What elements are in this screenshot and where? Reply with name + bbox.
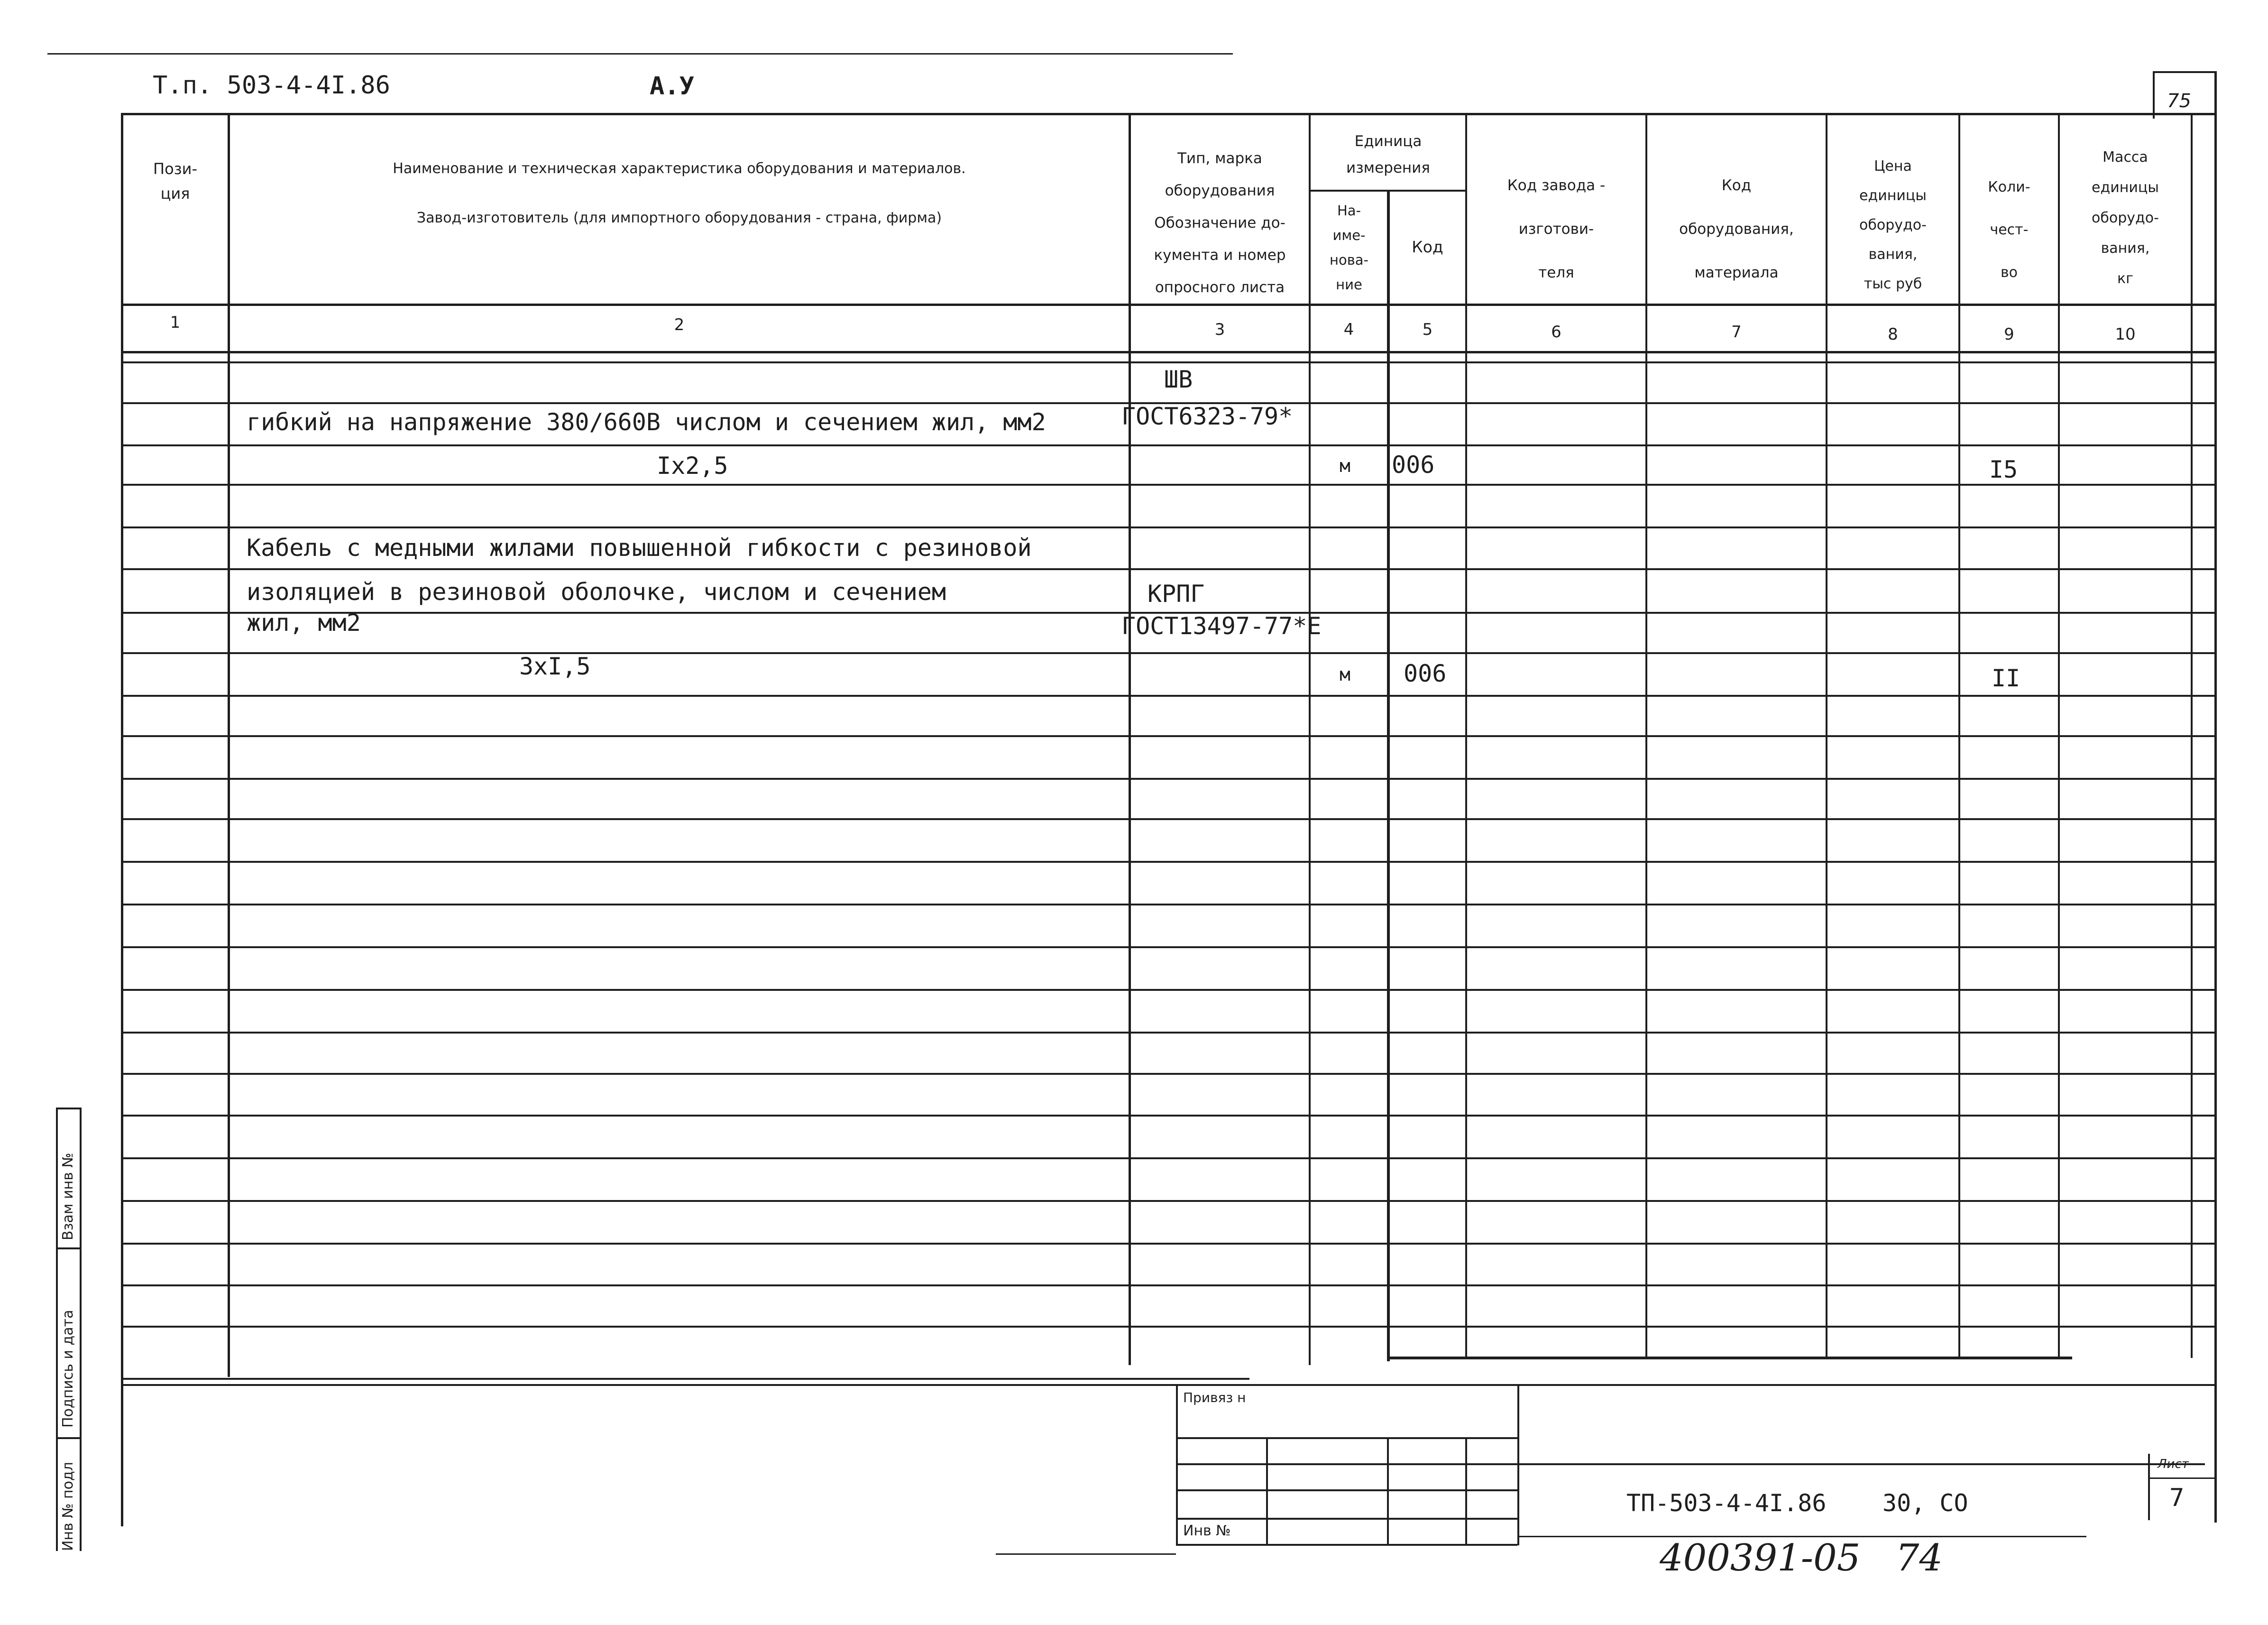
inv-label: Инв №	[1183, 1523, 1231, 1539]
row-7-quantity: II	[1992, 665, 2020, 692]
row-line	[121, 989, 2217, 991]
col-header-quantity: Коли- чест- во	[1988, 179, 2030, 281]
col-number-9: 9	[2004, 325, 2014, 344]
frame-right	[2214, 71, 2217, 1523]
row-line	[121, 1157, 2217, 1159]
col-header-unit-name: На- име- нова- ние	[1329, 203, 1369, 293]
row-line	[121, 778, 2217, 780]
row-5-name: изоляцией в резиновой оболочке, числом и сечением	[247, 578, 946, 606]
row-line	[121, 1284, 2217, 1286]
row-line	[121, 735, 2217, 737]
frame-top	[121, 113, 2217, 115]
row-line	[121, 1200, 2217, 1202]
row-line	[121, 1378, 1249, 1380]
row-3-unit: м	[1340, 455, 1350, 476]
col-header-unit-code: Код	[1412, 238, 1443, 256]
col-line-1	[228, 113, 230, 1377]
row-2-name: гибкий на напряжение 380/660В числом и сечением жил, мм2	[247, 408, 1046, 436]
col-number-4: 4	[1343, 320, 1354, 339]
table-bottom-line	[1389, 1357, 2072, 1359]
section-mark: А.У	[650, 72, 694, 101]
side-label-signature: Подпись и дата	[60, 1310, 76, 1428]
number-row-line	[121, 351, 2217, 353]
row-1-type: ШВ	[1164, 366, 1193, 393]
row-3-name: Iх2,5	[657, 452, 728, 480]
col-number-6: 6	[1551, 323, 1561, 342]
sheet-box-left	[2148, 1454, 2150, 1520]
row-line	[121, 818, 2217, 820]
row-6-type: ГОСТ13497-77*Е	[1121, 612, 1322, 640]
binding-box-col	[1465, 1437, 1467, 1544]
side-stamp-border-inner	[80, 1108, 82, 1551]
sheet-number: 7	[2169, 1484, 2185, 1512]
doc-code: Т.п. 503-4-4I.86	[153, 71, 390, 100]
row-7-code: 006	[1404, 660, 1447, 687]
doc-designation: ТП-503-4-4I.86	[1626, 1489, 1827, 1517]
row-line	[121, 946, 2217, 948]
row-line	[121, 1115, 2217, 1117]
row-line	[121, 568, 2217, 570]
row-line	[121, 1032, 2217, 1034]
row-7-name: 3хI,5	[519, 653, 591, 680]
col-header-type: Тип, марка оборудования Обозначение до- кумента и номер опросного листа	[1154, 150, 1286, 296]
sheet-box-mid	[2148, 1477, 2217, 1479]
col-header-position: Пози- ция	[153, 160, 197, 203]
header-bottom-line	[121, 304, 2217, 306]
sheet-corner-mark: 75	[2167, 90, 2191, 112]
binding-label: Привяз н	[1183, 1390, 1246, 1405]
row-line	[121, 904, 2217, 905]
side-stamp-divider	[56, 1437, 82, 1439]
col-number-3: 3	[1214, 320, 1225, 339]
bottom-line-left	[996, 1553, 1176, 1555]
col-header-price: Цена единицы оборудо- вания, тыс руб	[1859, 158, 1927, 292]
col-number-8: 8	[1888, 325, 1898, 344]
row-6-name: жил, мм2	[247, 609, 361, 637]
side-stamp-divider	[56, 1247, 82, 1249]
binding-box-col	[1266, 1437, 1268, 1544]
side-stamp-border	[56, 1108, 58, 1551]
sheet-box-divider	[2153, 71, 2155, 119]
col-line-3	[1309, 113, 1311, 1365]
row-5-type: КРПГ	[1148, 580, 1205, 608]
sheet-box-top	[2153, 71, 2217, 73]
handwritten-number: 400391-05 74	[1660, 1537, 1943, 1579]
section-code: 30, СО	[1882, 1489, 1968, 1517]
row-line	[121, 1243, 2217, 1245]
col-line-4	[1387, 190, 1390, 1361]
row-line	[121, 361, 2217, 363]
top-edge-line	[47, 53, 1233, 55]
row-4-name: Кабель с медными жилами повышенной гибкости с резиновой	[247, 534, 1032, 562]
binding-box-line	[1176, 1544, 1517, 1546]
col-number-2: 2	[674, 315, 685, 334]
row-line	[121, 1326, 2217, 1328]
row-line	[121, 1073, 2217, 1075]
row-3-quantity: I5	[1989, 456, 2018, 483]
row-line	[121, 861, 2217, 863]
row-line	[121, 444, 2217, 446]
col-header-equipment-code: Код оборудования, материала	[1679, 177, 1794, 281]
col-number-10: 10	[2115, 325, 2136, 344]
row-7-unit: м	[1340, 664, 1350, 685]
col-header-mass: Масса единицы оборудо- вания, кг	[2092, 149, 2159, 287]
col-header-name: Наименование и техническая характеристика оборудования и материалов. Завод-изготовитель (для импортного оборудования - страна, фирма)	[393, 160, 966, 226]
sheet-label: Лист	[2158, 1457, 2189, 1471]
row-3-code: 006	[1392, 451, 1435, 479]
col-header-factory-code: Код завода - изготови- теля	[1507, 177, 1606, 281]
side-label-inv-orig: Инв № подл	[60, 1462, 76, 1551]
row-line	[121, 652, 2217, 654]
row-line	[121, 526, 2217, 528]
side-label-replace-inv: Взам инв №	[60, 1153, 76, 1240]
col-number-1: 1	[170, 313, 181, 332]
binding-box-col	[1387, 1437, 1389, 1544]
row-2-type: ГОСТ6323-79*	[1121, 403, 1293, 430]
title-block-top	[121, 1384, 2217, 1386]
row-line	[121, 484, 2217, 486]
unit-group-title: Единица измерения	[1346, 133, 1430, 176]
col-number-7: 7	[1731, 323, 1742, 342]
col-number-5: 5	[1422, 320, 1433, 339]
unit-group-divider	[1309, 190, 1465, 192]
side-stamp-divider	[56, 1108, 82, 1109]
designation-line	[1484, 1463, 2205, 1465]
row-line	[121, 695, 2217, 697]
